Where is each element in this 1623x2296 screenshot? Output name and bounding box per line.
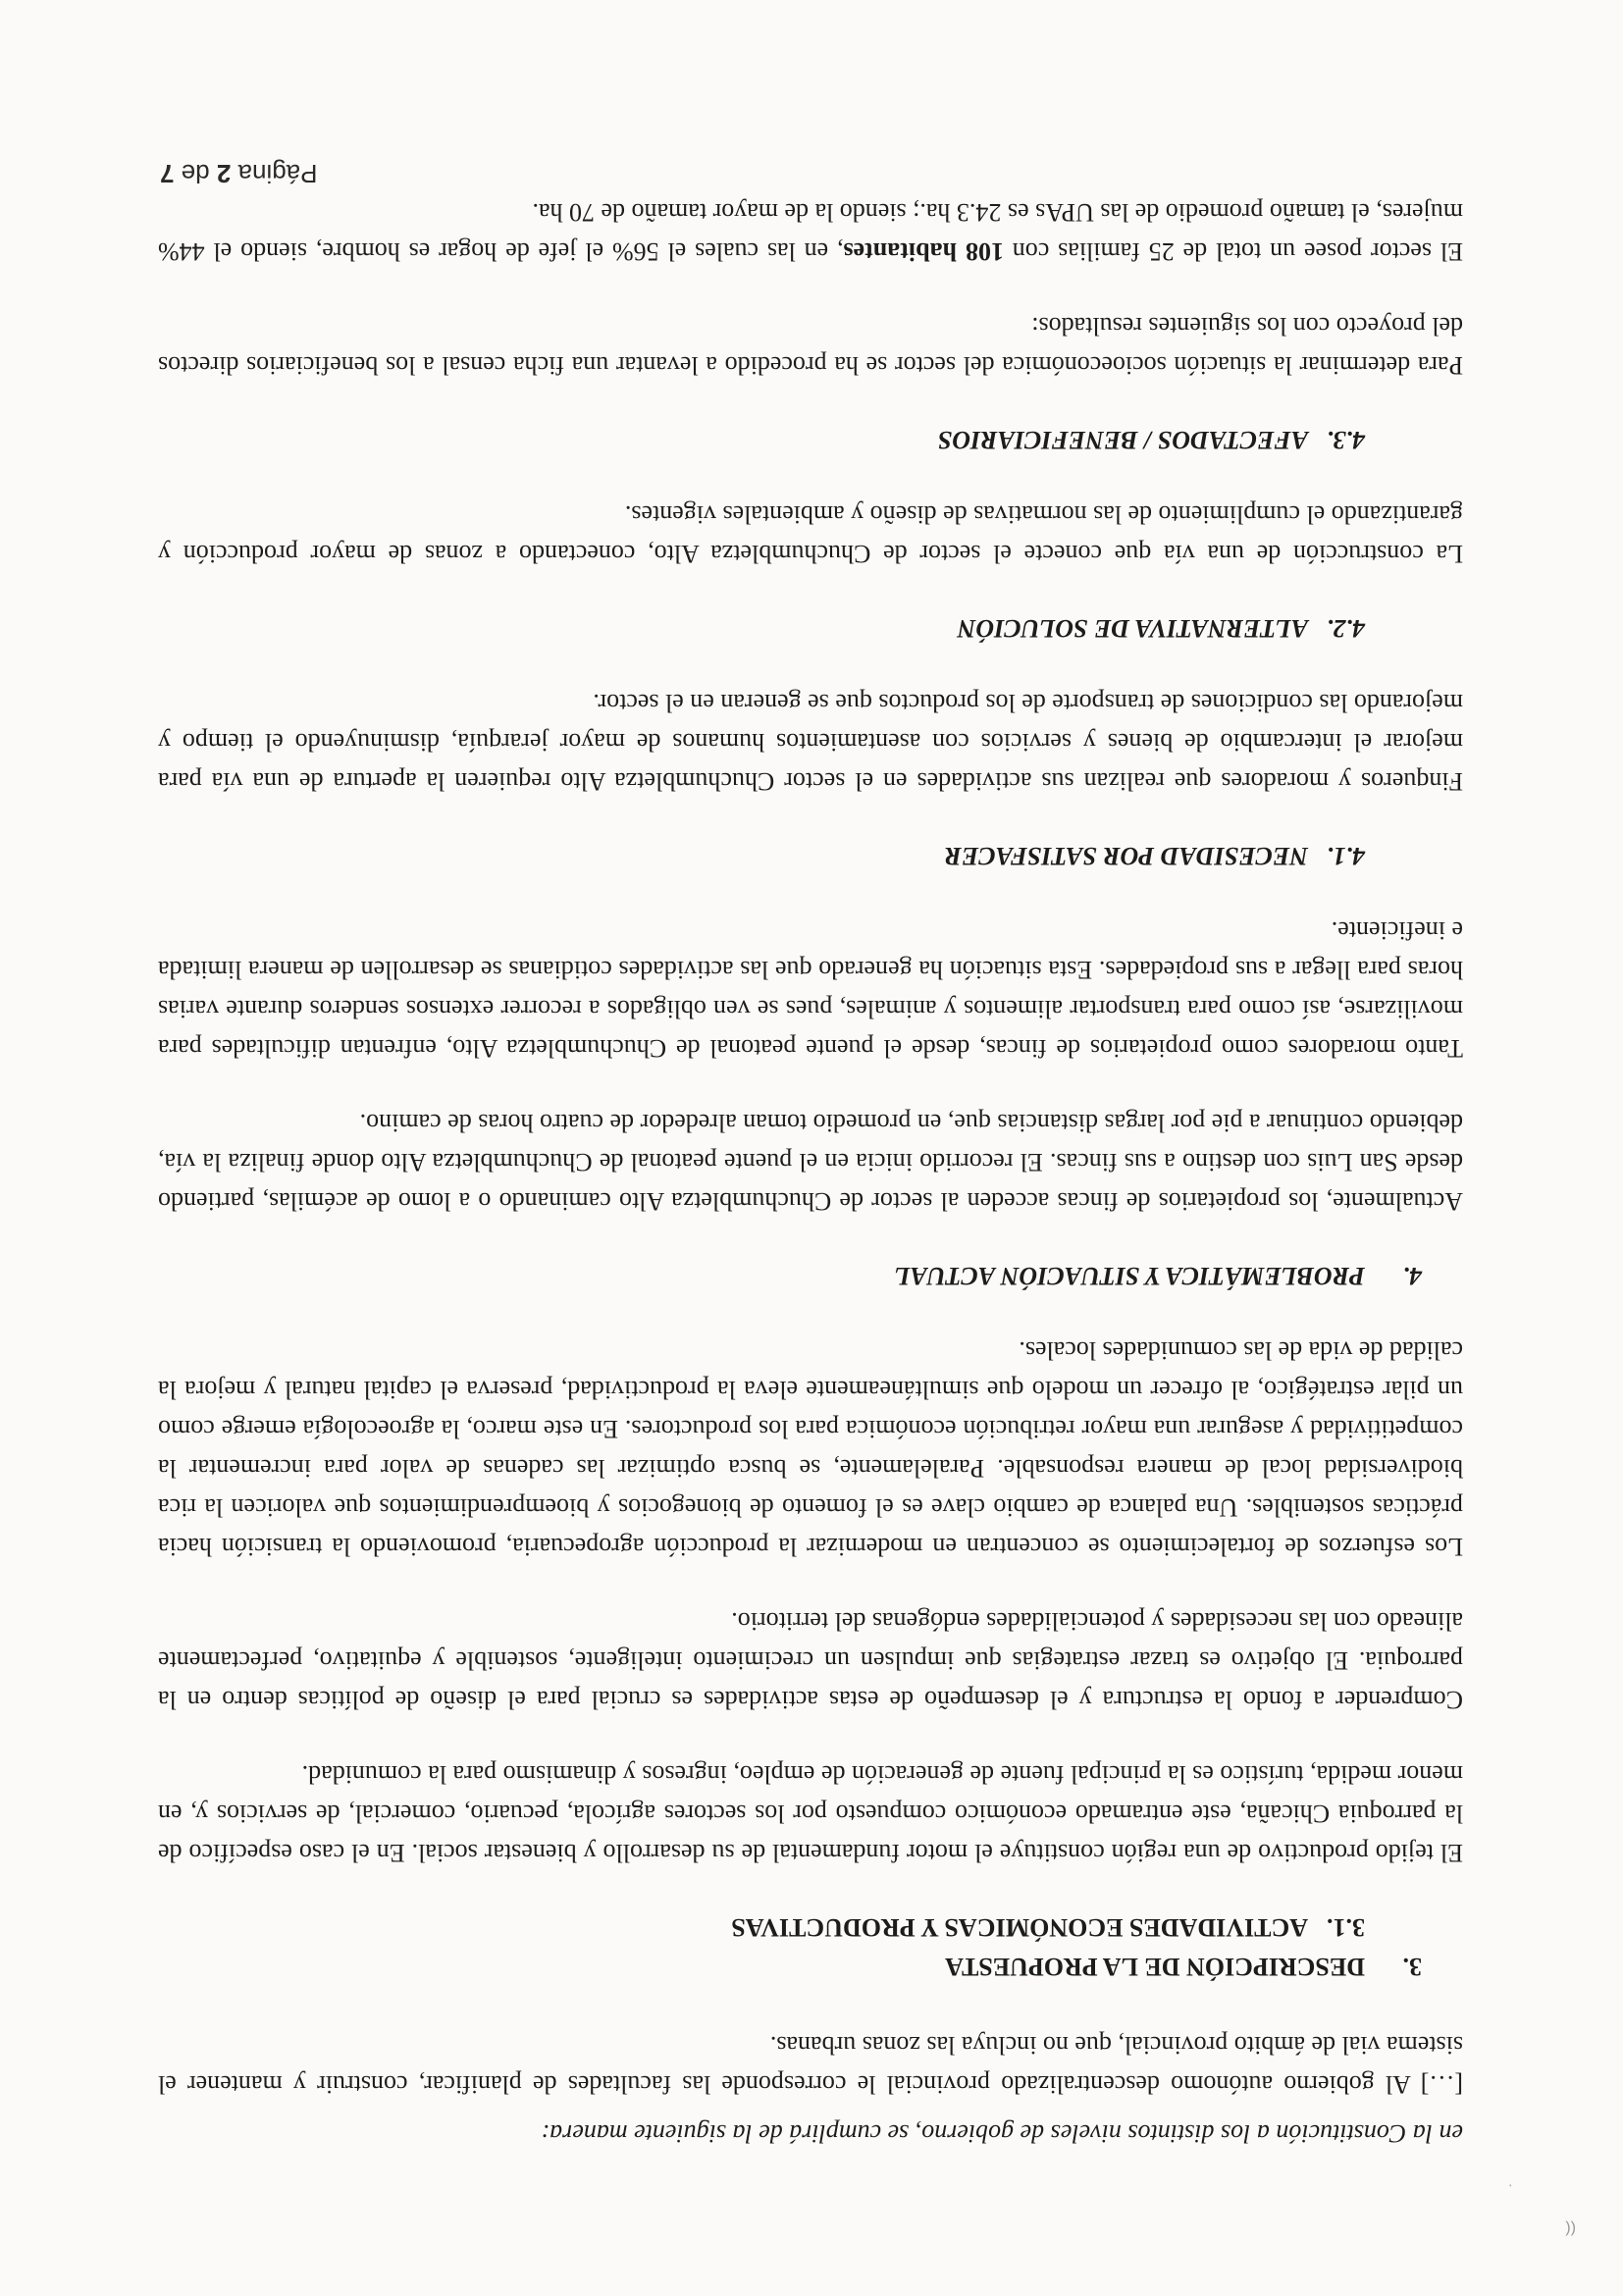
paragraph-census-results (158, 192, 1463, 271)
section-3-title: DESCRIPCIÓN DE LA PROPUESTA (945, 1953, 1365, 1981)
section-4-1-heading (158, 836, 1463, 875)
section-3-heading (158, 1947, 1463, 1986)
section-4-heading (158, 1256, 1463, 1295)
census-text-before: El sector posee un total de 25 familias con (1003, 237, 1463, 266)
paragraph-need: Finqueros y moradores que realizan sus actividades en el sector Chuchumbletza Alto requieren la apertura de una vía para mejorar el intercambio de bienes y servicios con asentamientos humanos de mayor jerarquía, disminuyendo el tiempo y mejorando las condiciones de transporte de los productos que se generan en el sector. (158, 689, 1463, 796)
paragraph-census-method: Para determinar la situación socioeconómica del sector se ha procedido a levantar una ficha censal a los beneficiarios directos del proyecto con los siguientes resultados: (158, 312, 1463, 380)
scan-margin-mark: (( (1565, 2220, 1576, 2237)
section-4-number: 4. (1402, 1262, 1422, 1290)
section-4-2-title: ALTERNATIVA DE SOLUCIÓN (957, 614, 1308, 643)
section-3-number: 3. (1402, 1953, 1422, 1981)
census-text-after: , en las cuales el 56% el jefe de hogar es hombre, siendo el 44% mujeres, el tamaño promedio de las UPAs es 24.3 ha.; siendo la de mayor tamaño de 70 ha. (157, 198, 1463, 266)
section-4-1-title: NECESIDAD POR SATISFACER (944, 842, 1308, 870)
paragraph-structure-understanding: Comprender a fondo la estructura y el desempeño de estas actividades es crucial para el diseño de políticas dentro en la parroquia. El objetivo es trazar estrategias que impulsen un crecimiento inteligente, sostenible y equitativo, perfectamente alineado con las necesidades y potencialidades endógenas del territorio. (158, 1607, 1463, 1714)
section-4-3-number: 4.3. (1327, 426, 1365, 454)
section-3-1-title: ACTIVIDADES ECONÓMICAS Y PRODUCTIVAS (731, 1913, 1308, 1942)
page-label: Página (231, 159, 318, 188)
page-of: de (174, 159, 217, 188)
section-4-3-heading (158, 420, 1463, 459)
section-4-1-number: 4.1. (1327, 842, 1365, 870)
section-4-title: PROBLEMÁTICA Y SITUACIÓN ACTUAL (894, 1262, 1365, 1290)
page-content (158, 192, 1463, 2153)
page-total: 7 (160, 159, 175, 188)
section-4-2-heading (158, 608, 1463, 648)
section-3-1-number: 3.1. (1327, 1913, 1365, 1942)
paragraph-mobility-difficulties: Tanto moradores como propietarios de fincas, desde el puente peatonal de Chuchumbletza Alto, enfrentan dificultades para movilizarse, así como para transportar alimentos y animales, pues se ven obligados a recorrer extensos senderos durante varias horas para llegar a sus propiedades. Esta situación ha generado que las actividades cotidianas se desarrollen de manera limitada e ineficiente. (158, 916, 1463, 1063)
legal-quote: […] Al gobierno autónomo descentralizado provincial le corresponde las facultades de planificar, construir y mantener el sistema vial de ámbito provincial, que no incluya las zonas urbanas. (158, 2031, 1463, 2099)
intro-italic-text: en la Constitución a los distintos niveles de gobierno, se cumplirá de la siguiente manera: (541, 2119, 1463, 2148)
paragraph-productive-fabric: El tejido productivo de una región constituye el motor fundamental de su desarrollo y bienestar social. En el caso específico de la parroquia Chicaña, este entramado económico compuesto por los sectores agrícola, pecuario, comercial, de servicios y, en menor medida, turístico es la principal fuente de generación de empleo, ingresos y dinamismo para la comunidad. (158, 1760, 1463, 1867)
page-number-footer (160, 158, 318, 188)
paragraph-strengthening-efforts: Los esfuerzos de fortalecimiento se concentran en modernizar la producción agropecuaria, promoviendo la transición hacia prácticas sostenibles. Una palanca de cambio clave es el fomento de bionegocios y bioemprendimientos que valoricen la rica biodiversidad local de manera responsable. Paralelamente, se busca optimizar las cadenas de valor para incrementar la competitividad y asegurar una mayor retribución económica para los productores. En este marco, la agroecología emerge como un pilar estratégico, al ofrecer un modelo que simultáneamente eleva la productividad, preserva el capital natural y mejora la calidad de vida de las comunidades locales. (158, 1336, 1463, 1561)
section-4-3-title: AFECTADOS / BENEFICIARIOS (937, 426, 1308, 454)
section-3-1-heading (158, 1907, 1463, 1947)
scan-margin-dot: · (1507, 2177, 1513, 2194)
section-4-2-number: 4.2. (1327, 614, 1365, 643)
page-current: 2 (216, 159, 232, 188)
census-inhabitants-bold: 108 habitantes (843, 237, 1004, 266)
paragraph-current-access: Actualmente, los propietarios de fincas acceden al sector de Chuchumbletza Alto caminando o a lomo de acémilas, partiendo desde San Luis con destino a sus fincas. El recorrido inicia en el puente peatonal de Chuchumbletza Alto donde finaliza la vía, debiendo continuar a pie por largas distancias que, en promedio toman alrededor de cuatro horas de camino. (158, 1109, 1463, 1216)
paragraph-solution: La construcción de una vía que conecte el sector de Chuchumbletza Alto, conectando a zonas de mayor producción y garantizando el cumplimiento de las normativas de diseño y ambientales vigentes. (158, 500, 1463, 568)
